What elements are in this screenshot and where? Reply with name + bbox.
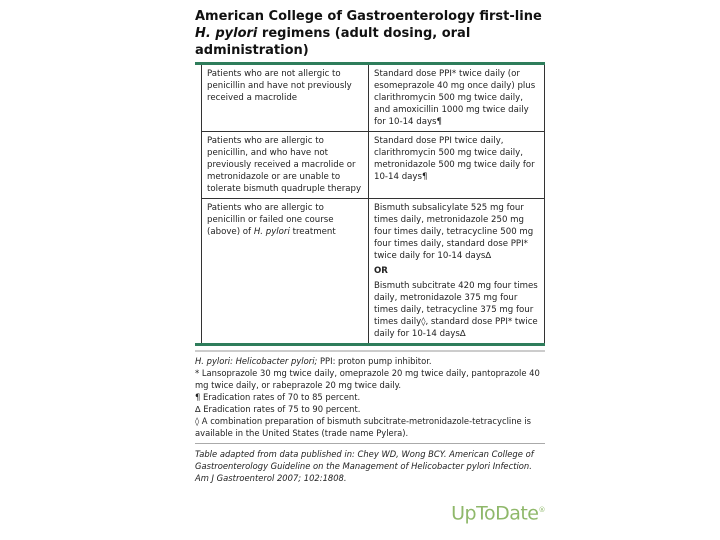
regimen-cell: Standard dose PPI twice daily, clarithromycin 500 mg twice daily, metronidazole 500 mg twice daily for 10-14 days¶ bbox=[369, 132, 545, 199]
footnote: ◊ A combination preparation of bismuth subcitrate-metronidazole-tetracycline is available in the United States (trade name Pylera). bbox=[195, 416, 532, 438]
bottom-divider bbox=[195, 343, 545, 346]
table-row bbox=[202, 199, 545, 344]
abbr-italic: H. pylori: Helicobacter pylori; bbox=[195, 356, 318, 366]
patient-italic: H. pylori bbox=[253, 227, 290, 237]
table-row bbox=[202, 132, 545, 199]
footnote-divider bbox=[195, 350, 545, 352]
table-row bbox=[202, 65, 545, 132]
title-text: American College of Gastroenterology first-line bbox=[195, 9, 542, 24]
footnote: ¶ Eradication rates of 70 to 85 percent. bbox=[195, 392, 361, 402]
uptodate-logo bbox=[195, 498, 545, 525]
footnote: * Lansoprazole 30 mg twice daily, omeprazole 20 mg twice daily, pantoprazole 40 mg twice daily, or rabeprazole 20 mg twice daily. bbox=[195, 368, 540, 390]
patient-cell: Patients who are not allergic to penicillin and have not previously received a macrolide bbox=[202, 65, 369, 132]
patient-text: Patients who are allergic to penicillin or failed one course (above) of bbox=[207, 203, 334, 237]
title-italic: H. pylori bbox=[195, 26, 258, 41]
abbreviations bbox=[195, 355, 545, 367]
or-label: OR bbox=[374, 266, 388, 276]
footnote: ∆ Eradication rates of 75 to 90 percent. bbox=[195, 404, 361, 414]
regimen-option-1: Bismuth subsalicylate 525 mg four times daily, metronidazole 250 mg four times daily, tetracycline 500 mg four times daily, standard dose PPI* twice daily for 10-14 days∆ bbox=[374, 203, 534, 261]
footnotes bbox=[195, 355, 545, 484]
abbr-text: PPI: proton pump inhibitor. bbox=[317, 356, 432, 366]
regimen-table bbox=[201, 65, 545, 343]
patient-cell: Patients who are allergic to penicillin, and who have not previously received a macrolide or metronidazole or are unable to tolerate bismuth quadruple therapy bbox=[202, 132, 369, 199]
page-title bbox=[195, 8, 545, 59]
registered-mark: ® bbox=[538, 506, 545, 514]
regimen-cell: Standard dose PPI* twice daily (or esomeprazole 40 mg once daily) plus clarithromycin 500 mg twice daily, and amoxicillin 1000 mg twice daily for 10-14 days¶ bbox=[369, 65, 545, 132]
title-text-2: regimens (adult dosing, oral administration) bbox=[195, 26, 471, 58]
patient-cell bbox=[202, 199, 369, 344]
regimen-option-2: Bismuth subcitrate 420 mg four times daily, metronidazole 375 mg four times daily, tetracycline 375 mg four times daily◊, standard dose PPI* twice daily for 10-14 days∆ bbox=[374, 281, 538, 339]
logo-text: UpToDate bbox=[451, 502, 539, 525]
document-column bbox=[195, 0, 545, 525]
patient-text-2: treatment bbox=[289, 227, 336, 237]
source-citation: Table adapted from data published in: Chey WD, Wong BCY. American College of Gastroenterology Guideline on the Management of Helicobacter pylori Infection. Am J Gastroenterol 2007; 102:1808. bbox=[195, 449, 534, 483]
source-divider bbox=[195, 443, 545, 444]
regimen-cell bbox=[369, 199, 545, 344]
